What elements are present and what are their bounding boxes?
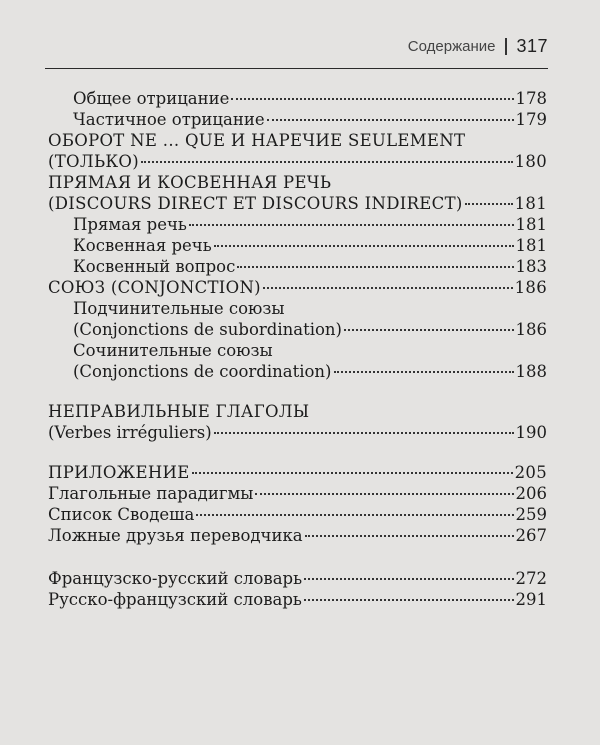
toc-entry — [48, 277, 547, 298]
dot-leader — [305, 535, 514, 537]
toc-entry-page: 267 — [515, 526, 547, 545]
toc-entry-title: (ТОЛЬКО) — [48, 152, 139, 171]
toc-entry-title: (Conjonctions de subordination) — [73, 320, 342, 339]
toc-entry — [48, 109, 547, 130]
header-separator — [505, 38, 507, 55]
toc-entry-page: 179 — [515, 110, 547, 129]
toc-entry-title: Французско-русский словарь — [48, 569, 303, 588]
toc-entry-title: ПРИЛОЖЕНИЕ — [48, 463, 190, 482]
toc-entry — [48, 319, 547, 340]
toc-entry — [48, 483, 547, 504]
dot-leader — [141, 161, 513, 163]
toc-entry-title-line: НЕПРАВИЛЬНЫЕ ГЛАГОЛЫ — [48, 402, 310, 421]
toc-entry-title: (Conjonctions de coordination) — [73, 362, 332, 381]
dot-leader — [196, 514, 513, 516]
dot-leader — [263, 287, 513, 289]
toc-entry-page: 206 — [515, 484, 547, 503]
toc-entry-page: 183 — [515, 257, 547, 276]
toc-entry — [48, 589, 547, 610]
toc-entry — [48, 422, 547, 443]
toc-entry-page: 181 — [515, 236, 547, 255]
toc-entry-title: Общее отрицание — [73, 89, 230, 108]
toc-entry-page: 272 — [515, 569, 547, 588]
toc-entry-title: Частичное отрицание — [73, 110, 265, 129]
table-of-contents — [48, 88, 547, 610]
toc-entry-title: Русско-французский словарь — [48, 590, 302, 609]
header-right — [408, 36, 548, 57]
dot-leader — [304, 578, 513, 580]
dot-leader — [231, 98, 513, 100]
toc-entry — [48, 462, 547, 483]
dot-leader — [304, 599, 514, 601]
toc-entry-page: 190 — [515, 423, 547, 442]
toc-entry-title: (DISCOURS DIRECT ET DISCOURS INDIRECT) — [48, 194, 463, 213]
toc-entry-page: 181 — [514, 194, 547, 213]
toc-entry-title-line: ОБОРОТ NE ... QUE И НАРЕЧИЕ SEULEMENT — [48, 131, 466, 150]
toc-entry — [48, 256, 547, 277]
toc-entry-page: 259 — [515, 505, 547, 524]
toc-entry — [48, 568, 547, 589]
dot-leader — [189, 224, 514, 226]
toc-entry-title: Косвенная речь — [73, 236, 212, 255]
toc-entry — [48, 361, 547, 382]
dot-leader — [214, 432, 514, 434]
toc-entry-page: 186 — [515, 320, 547, 339]
toc-entry-title-line: Сочинительные союзы — [73, 341, 273, 360]
toc-entry — [48, 151, 547, 172]
dot-leader — [237, 266, 513, 268]
toc-entry-page: 186 — [514, 278, 547, 297]
toc-entry-title: (Verbes irréguliers) — [48, 423, 212, 442]
toc-entry — [48, 88, 547, 109]
toc-entry — [48, 525, 547, 546]
header-section-title: Содержание — [407, 38, 496, 55]
toc-entry — [48, 504, 547, 525]
toc-entry-page: 178 — [515, 89, 547, 108]
toc-entry-title: Ложные друзья переводчика — [48, 526, 303, 545]
dot-leader — [267, 119, 514, 121]
dot-leader — [192, 472, 513, 474]
dot-leader — [465, 203, 513, 205]
header-page-number: 317 — [516, 36, 548, 56]
toc-entry-title: Список Сводеша — [48, 505, 195, 524]
toc-entry-page: 205 — [514, 463, 547, 482]
toc-entry-page: 180 — [514, 152, 547, 171]
toc-entry-title: Глагольные парадигмы — [48, 484, 254, 503]
dot-leader — [334, 371, 514, 373]
toc-entry — [48, 214, 547, 235]
toc-entry-page: 291 — [515, 590, 547, 609]
dot-leader — [344, 329, 514, 331]
dot-leader — [255, 493, 513, 495]
toc-entry-title: Косвенный вопрос — [73, 257, 236, 276]
toc-entry-title: СОЮЗ (CONJONCTION) — [48, 278, 261, 297]
toc-entry-title: Прямая речь — [73, 215, 187, 234]
running-header — [45, 28, 548, 69]
toc-entry-title-line: ПРЯМАЯ И КОСВЕННАЯ РЕЧЬ — [48, 173, 332, 192]
toc-entry-page: 188 — [515, 362, 547, 381]
toc-entry — [48, 193, 547, 214]
toc-entry-title-line: Подчинительные союзы — [73, 299, 285, 318]
dot-leader — [214, 245, 514, 247]
toc-entry-page: 181 — [515, 215, 547, 234]
toc-entry — [48, 235, 547, 256]
